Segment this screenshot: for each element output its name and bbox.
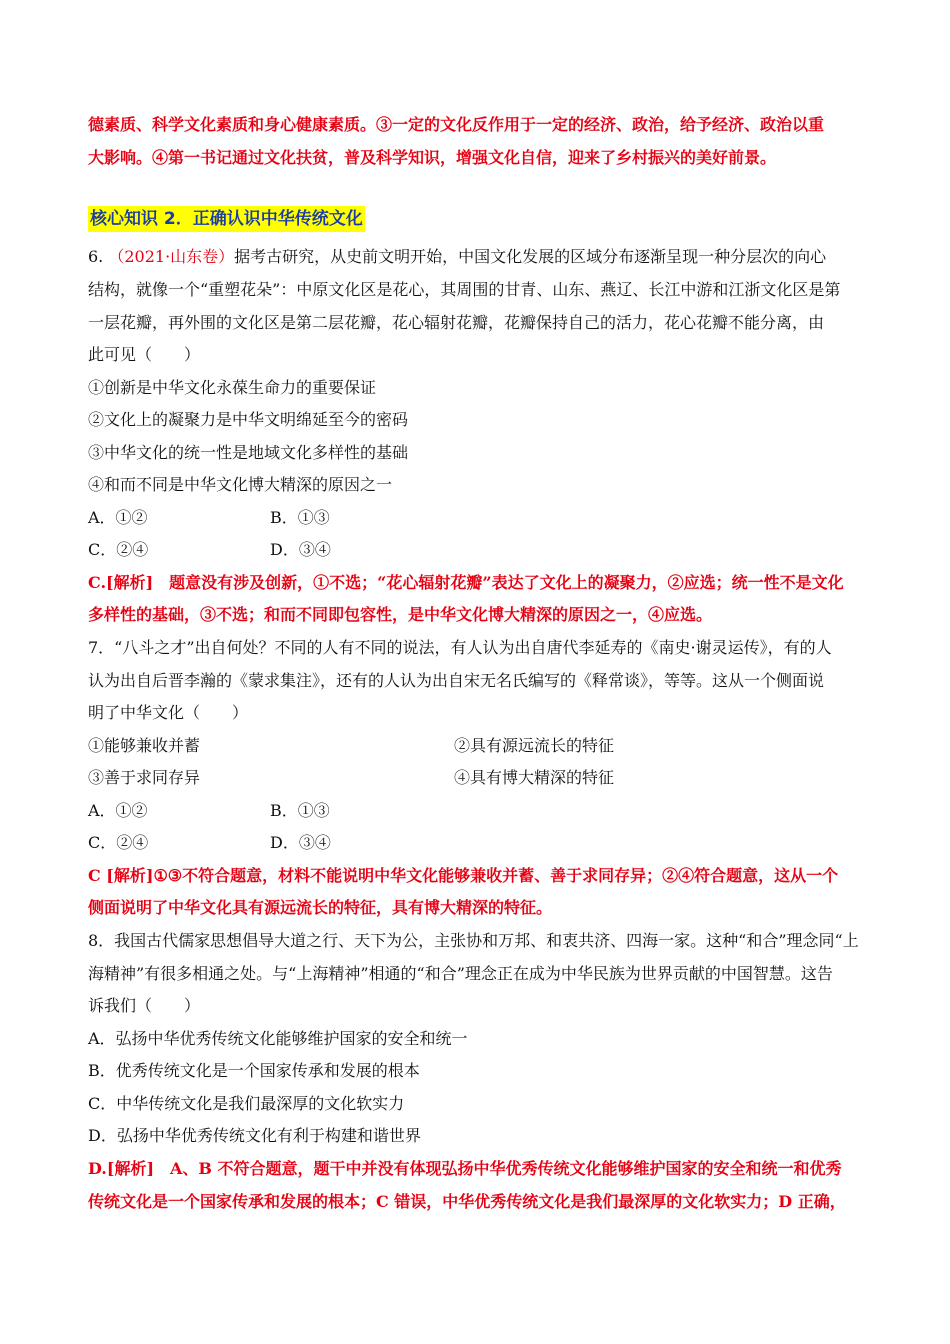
q6-number: 6.: [88, 247, 104, 266]
q7-option-c: C．②④: [88, 833, 149, 852]
q7-stem-line-1: 7．“八斗之才”出自何处？不同的人有不同的说法，有人认为出自唐代李延寿的《南史·谢灵运传》，有的人: [88, 638, 832, 657]
q8-stem-line-3: 诉我们（ ）: [88, 996, 201, 1015]
q6-options-row-2: [88, 539, 788, 561]
q6-answer-line-1: C.[解析] 题意没有涉及创新，①不选；“花心辐射花瓣”表达了文化上的凝聚力，②应选；统一性不是文化: [88, 573, 844, 592]
q7-items-row-2: [88, 767, 848, 789]
q7-option-b: B．①③: [270, 801, 330, 820]
q7-options-row-2: [88, 832, 788, 854]
q6-item-4: ④和而不同是中华文化博大精深的原因之一: [88, 475, 393, 494]
q6-option-d: D．③④: [270, 540, 331, 559]
q7-item-4: ④具有博大精深的特征: [454, 768, 615, 787]
q7-options-row-1: [88, 800, 788, 822]
q7-answer-line-2: 侧面说明了中华文化具有源远流长的特征，具有博大精深的特征。: [88, 898, 553, 917]
q7-stem-line-3: 明了中华文化（ ）: [88, 703, 249, 722]
q6-options-row-1: [88, 507, 788, 529]
q6-stem-line-3: 一层花瓣，再外围的文化区是第二层花瓣，花心辐射花瓣，花瓣保持自己的活力，花心花瓣不能分离，由: [88, 313, 825, 332]
q8-answer-line-2: 传统文化是一个国家传承和发展的根本；C 错误，中华优秀传统文化是我们最深厚的文化软实力；D 正确，: [88, 1192, 846, 1211]
q6-item-1: ①创新是中华文化永葆生命力的重要保证: [88, 378, 377, 397]
q8-option-c: C．中华传统文化是我们最深厚的文化软实力: [88, 1094, 405, 1113]
q7-item-2: ②具有源远流长的特征: [454, 736, 615, 755]
q8-stem-line-1: 8．我国古代儒家思想倡导大道之行、天下为公，主张协和万邦、和衷共济、四海一家。这种“和合”理念同“上: [88, 931, 859, 950]
q6-item-2: ②文化上的凝聚力是中华文明绵延至今的密码: [88, 410, 409, 429]
q8-answer-line-1: D.[解析] A、B 不符合题意，题干中并没有体现弘扬中华优秀传统文化能够维护国家的安全和统一和优秀: [88, 1159, 842, 1178]
q8-option-d: D．弘扬中华优秀传统文化有利于构建和谐世界: [88, 1126, 421, 1145]
section-heading: 核心知识 2．正确认识中华传统文化: [88, 206, 365, 232]
q6-option-c: C．②④: [88, 540, 149, 559]
q6-item-3: ③中华文化的统一性是地域文化多样性的基础: [88, 443, 409, 462]
q7-answer-line-1: C [解析]①③不符合题意，材料不能说明中华文化能够兼收并蓄、善于求同存异；②④符合题意，这从一个: [88, 866, 839, 885]
q6-stem-line-1: [88, 246, 826, 268]
q8-option-b: B．优秀传统文化是一个国家传承和发展的根本: [88, 1061, 420, 1080]
intro-answer-line-1: 德素质、科学文化素质和身心健康素质。③一定的文化反作用于一定的经济、政治，给予经济、政治以重: [88, 115, 825, 134]
q6-option-a: A．①②: [88, 508, 148, 527]
q6-stem-line-2: 结构，就像一个“重塑花朵”：中原文化区是花心，其周围的甘青、山东、燕辽、长江中游和江浙文化区是第: [88, 280, 841, 299]
q6-stem-line-4: 此可见（ ）: [88, 345, 201, 364]
q6-stem-text: 据考古研究，从史前文明开始，中国文化发展的区域分布逐渐呈现一种分层次的向心: [234, 247, 827, 266]
q7-option-d: D．③④: [270, 833, 331, 852]
q7-items-row-1: [88, 735, 848, 757]
q6-answer-line-2: 多样性的基础，③不选；和而不同即包容性，是中华文化博大精深的原因之一，④应选。: [88, 605, 713, 624]
q7-item-1: ①能够兼收并蓄: [88, 736, 201, 755]
q7-stem-line-2: 认为出自后晋李瀚的《蒙求集注》，还有的人认为出自宋无名氏编写的《释常谈》，等等。这从一个侧面说: [88, 671, 825, 690]
q6-option-b: B．①③: [270, 508, 330, 527]
q8-stem-line-2: 海精神”有很多相通之处。与“上海精神”相通的“和合”理念正在成为中华民族为世界贡献的中国智慧。这告: [88, 964, 833, 983]
intro-answer-line-2: 大影响。④第一书记通过文化扶贫，普及科学知识，增强文化自信，迎来了乡村振兴的美好前景。: [88, 148, 777, 167]
q7-option-a: A．①②: [88, 801, 148, 820]
q6-source: （2021·山东卷）: [108, 247, 235, 266]
q7-item-3: ③善于求同存异: [88, 768, 201, 787]
q8-option-a: A．弘扬中华优秀传统文化能够维护国家的安全和统一: [88, 1029, 468, 1048]
